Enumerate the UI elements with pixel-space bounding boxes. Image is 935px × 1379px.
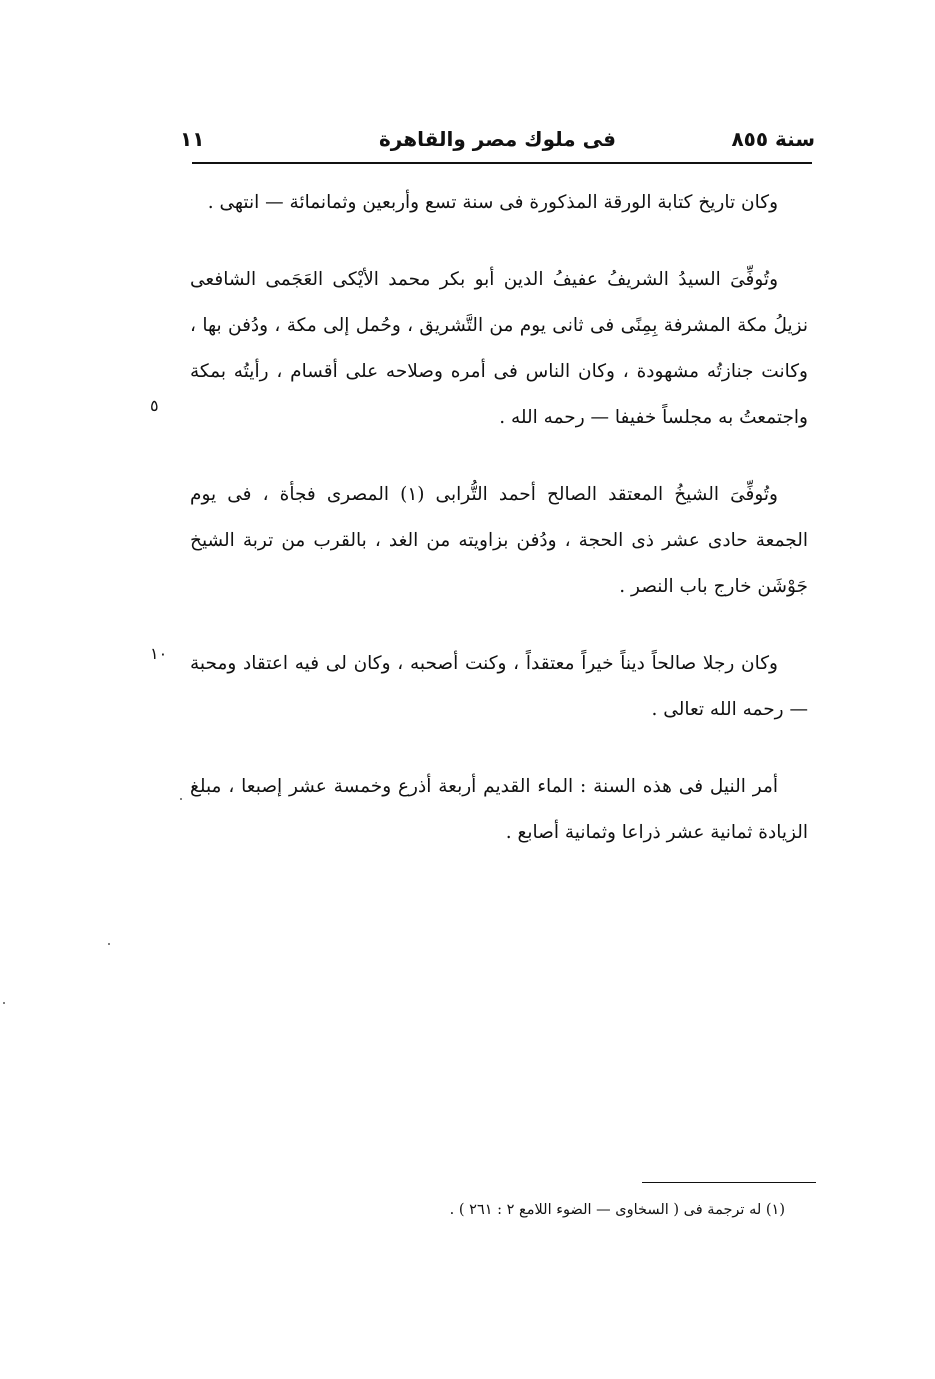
header-title: فى ملوك مصر والقاهرة (379, 127, 616, 151)
paragraph-1: وكان تاريخ كتابة الورقة المذكورة فى سنة تسع وأربعين وثمانمائة — انتهى . (207, 192, 778, 213)
header-rule (192, 162, 812, 164)
paper-speck (3, 1002, 5, 1004)
paper-speck (180, 798, 182, 800)
page-number: ١١ (180, 127, 205, 151)
paragraph-5: أمر النيل فى هذه السنة : الماء القديم أربعة أذرع وخمسة عشر إصبعا ، مبلغ الزيادة ثمانية عشر ذراعا وثمانية أصابع . (184, 776, 808, 843)
footnote-rule (642, 1182, 816, 1183)
paragraph-2: وتُوفِّىَ السيدُ الشريفُ عفيفُ الدين أبو بكر محمد الأيْكى العَجَمى الشافعى نزيلُ مكة المشرفة بِمِنًى فى ثانى يوم من التَّشريق ، وحُمل إلى مكة ، ودُفن بها ، وكانت جنازتُه مشهودة ، وكان الناس فى أمره وصلاحه على أقسام ، رأيتُه بمكة واجتمعتُ به مجلساً خفيفا — رحمه الله . (184, 269, 808, 428)
paper-speck (108, 943, 110, 945)
running-header (180, 124, 815, 154)
footnote: (١) له ترجمة فى ( السخاوى — الضوء اللامع ٢ : ٢٦١ ) . (449, 1202, 785, 1218)
body-text (184, 180, 808, 887)
paragraph-3: وتُوفِّىَ الشيخُ المعتقد الصالح أحمد التُّرابى (١) المصرى فجأة ، فى يوم الجمعة حادى عشر ذى الحجة ، ودُفن بزاويته من الغد ، بالقرب من تربة الشيخ جَوْشَن خارج باب النصر . (184, 484, 808, 597)
margin-line-number-5: ٥ (150, 396, 159, 415)
paragraph-4: وكان رجلا صالحاً ديناً خيراً معتقداً ، وكنت أصحبه ، وكان لى فيه اعتقاد ومحبة — رحمه الله تعالى . (184, 653, 808, 720)
header-year: سنة ٨٥٥ (731, 127, 815, 151)
margin-line-number-10: ١٠ (150, 644, 168, 663)
